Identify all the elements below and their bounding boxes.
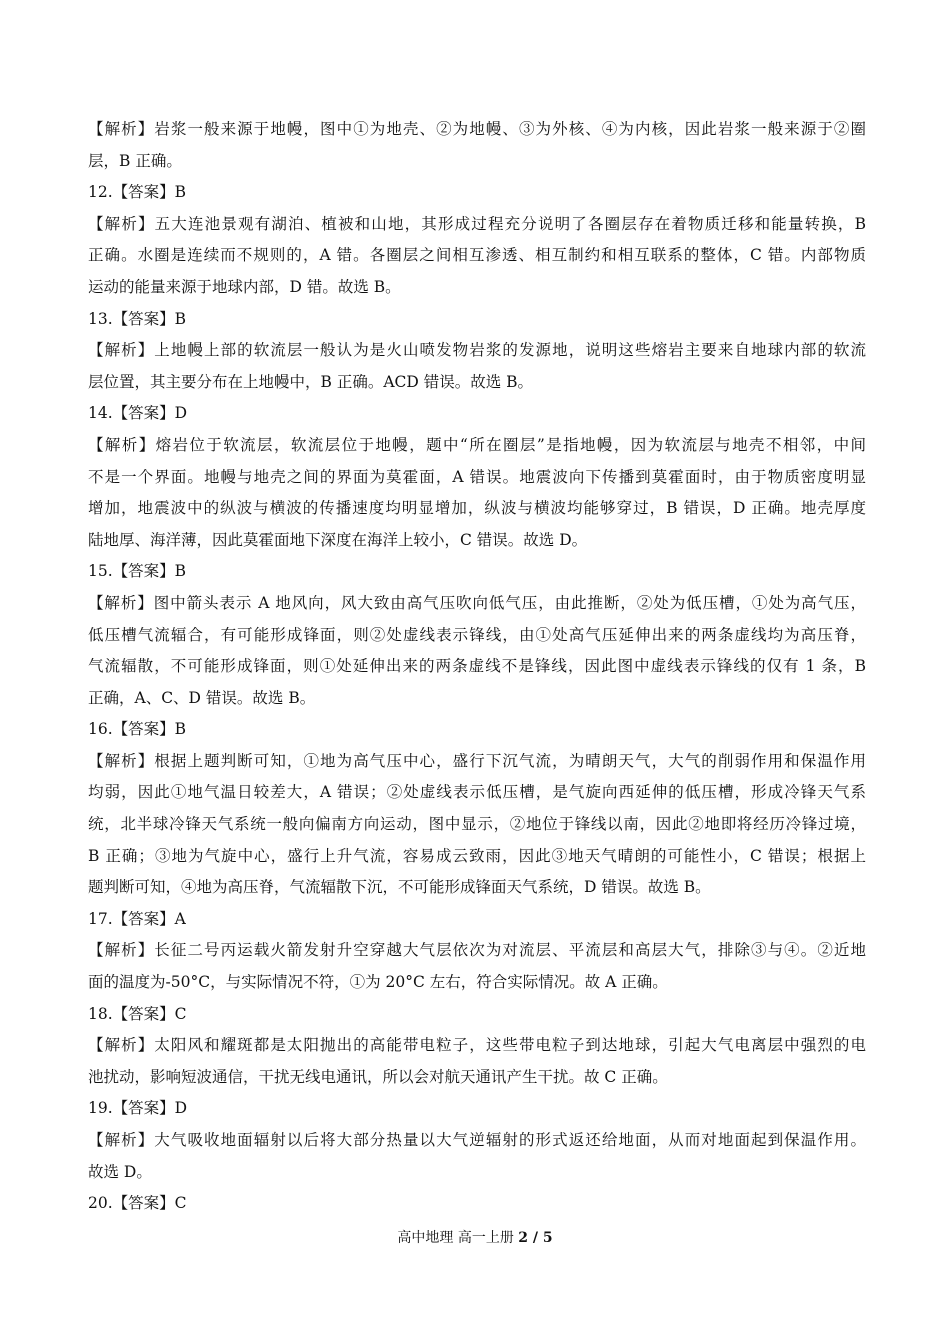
text-line: 20.【答案】C xyxy=(88,1194,187,1213)
text-line: 均弱，因此①地气温日较差大，A 错误；②处虚线表示低压槽，是气旋向西延伸的低压槽，形成冷锋天气系 xyxy=(88,783,866,802)
text-line: 不是一个界面。地幔与地壳之间的界面为莫霍面，A 错误。地震波向下传播到莫霍面时，由于物质密度明显 xyxy=(88,467,866,486)
text-line: 增加，地震波中的纵波与横波的传播速度均明显增加，纵波与横波均能够穿过，B 错误，D 正确。地壳厚度 xyxy=(88,499,866,518)
text-line: 故选 D。 xyxy=(88,1162,152,1181)
text-line: 正确，A、C、D 错误。故选 B。 xyxy=(88,688,316,707)
text-line: 陆地厚、海洋薄，因此莫霍面地下深度在海洋上较小，C 错误。故选 D。 xyxy=(88,530,588,549)
text-line: 面的温度为-50°C，与实际情况不符，①为 20°C 左右，符合实际情况。故 A 正确。 xyxy=(88,973,668,992)
text-line: 统，北半球冷锋天气系统一般向偏南方向运动，图中显示，②地位于锋线以南，因此②地即将经历冷锋过境， xyxy=(88,815,866,834)
page-footer xyxy=(0,1228,950,1248)
text-line: 题判断可知，④地为高压脊，气流辐散下沉，不可能形成锋面天气系统，D 错误。故选 B。 xyxy=(88,878,711,897)
text-line: 【解析】上地幔上部的软流层一般认为是火山喷发物岩浆的发源地，说明这些熔岩主要来自地球内部的软流 xyxy=(88,341,866,360)
text-line: 【解析】太阳风和耀斑都是太阳抛出的高能带电粒子，这些带电粒子到达地球，引起大气电离层中强烈的电 xyxy=(88,1036,866,1055)
text-line: B 正确；③地为气旋中心，盛行上升气流，容易成云致雨，因此③地天气晴朗的可能性小，C 错误；根据上 xyxy=(88,846,866,865)
text-line: 【解析】熔岩位于软流层，软流层位于地幔，题中“所在圈层”是指地幔，因为软流层与地壳不相邻，中间 xyxy=(88,435,866,454)
page-number: 2 / 5 xyxy=(518,1230,553,1246)
text-line: 池扰动，影响短波通信，干扰无线电通讯，所以会对航天通讯产生干扰。故 C 正确。 xyxy=(88,1067,668,1086)
text-line: 14.【答案】D xyxy=(88,404,188,423)
footer-subject: 高中地理 高一上册 xyxy=(397,1230,519,1246)
text-line: 低压槽气流辐合，有可能形成锋面，则②处虚线表示锋线，由①处高气压延伸出来的两条虚线均为高压脊， xyxy=(88,625,866,644)
document-body xyxy=(88,114,866,1220)
text-line: 正确。水圈是连续而不规则的，A 错。各圈层之间相互渗透、相互制约和相互联系的整体，C 错。内部物质 xyxy=(88,246,866,265)
text-line: 15.【答案】B xyxy=(88,562,187,581)
text-line: 运动的能量来源于地球内部，D 错。故选 B。 xyxy=(88,277,401,296)
text-line: 19.【答案】D xyxy=(88,1099,188,1118)
text-line: 13.【答案】B xyxy=(88,309,187,328)
text-line: 17.【答案】A xyxy=(88,909,186,928)
text-line: 【解析】岩浆一般来源于地幔，图中①为地壳、②为地幔、③为外核、④为内核，因此岩浆一般来源于②圈 xyxy=(88,120,866,138)
text-line: 【解析】图中箭头表示 A 地风向，风大致由高气压吹向低气压，由此推断，②处为低压槽，①处为高气压， xyxy=(88,593,866,612)
text-line: 【解析】长征二号丙运载火箭发射升空穿越大气层依次为对流层、平流层和高层大气，排除③与④。②近地 xyxy=(88,941,866,960)
text-line: 16.【答案】B xyxy=(88,720,187,739)
text-line: 【解析】根据上题判断可知，①地为高气压中心，盛行下沉气流，为晴朗天气，大气的削弱作用和保温作用 xyxy=(88,751,866,770)
text-line: 层，B 正确。 xyxy=(88,151,182,170)
text-line: 气流辐散，不可能形成锋面，则①处延伸出来的两条虚线不是锋线，因此图中虚线表示锋线的仅有 1 条，B xyxy=(88,657,866,676)
text-line: 【解析】大气吸收地面辐射以后将大部分热量以大气逆辐射的形式返还给地面，从而对地面起到保温作用。 xyxy=(88,1131,866,1149)
text-line: 【解析】五大连池景观有湖泊、植被和山地，其形成过程充分说明了各圈层存在着物质迁移和能量转换，B xyxy=(88,214,866,233)
text-line: 层位置，其主要分布在上地幔中，B 正确。ACD 错误。故选 B。 xyxy=(88,372,534,391)
text-line: 18.【答案】C xyxy=(88,1004,187,1023)
text-line: 12.【答案】B xyxy=(88,183,187,202)
